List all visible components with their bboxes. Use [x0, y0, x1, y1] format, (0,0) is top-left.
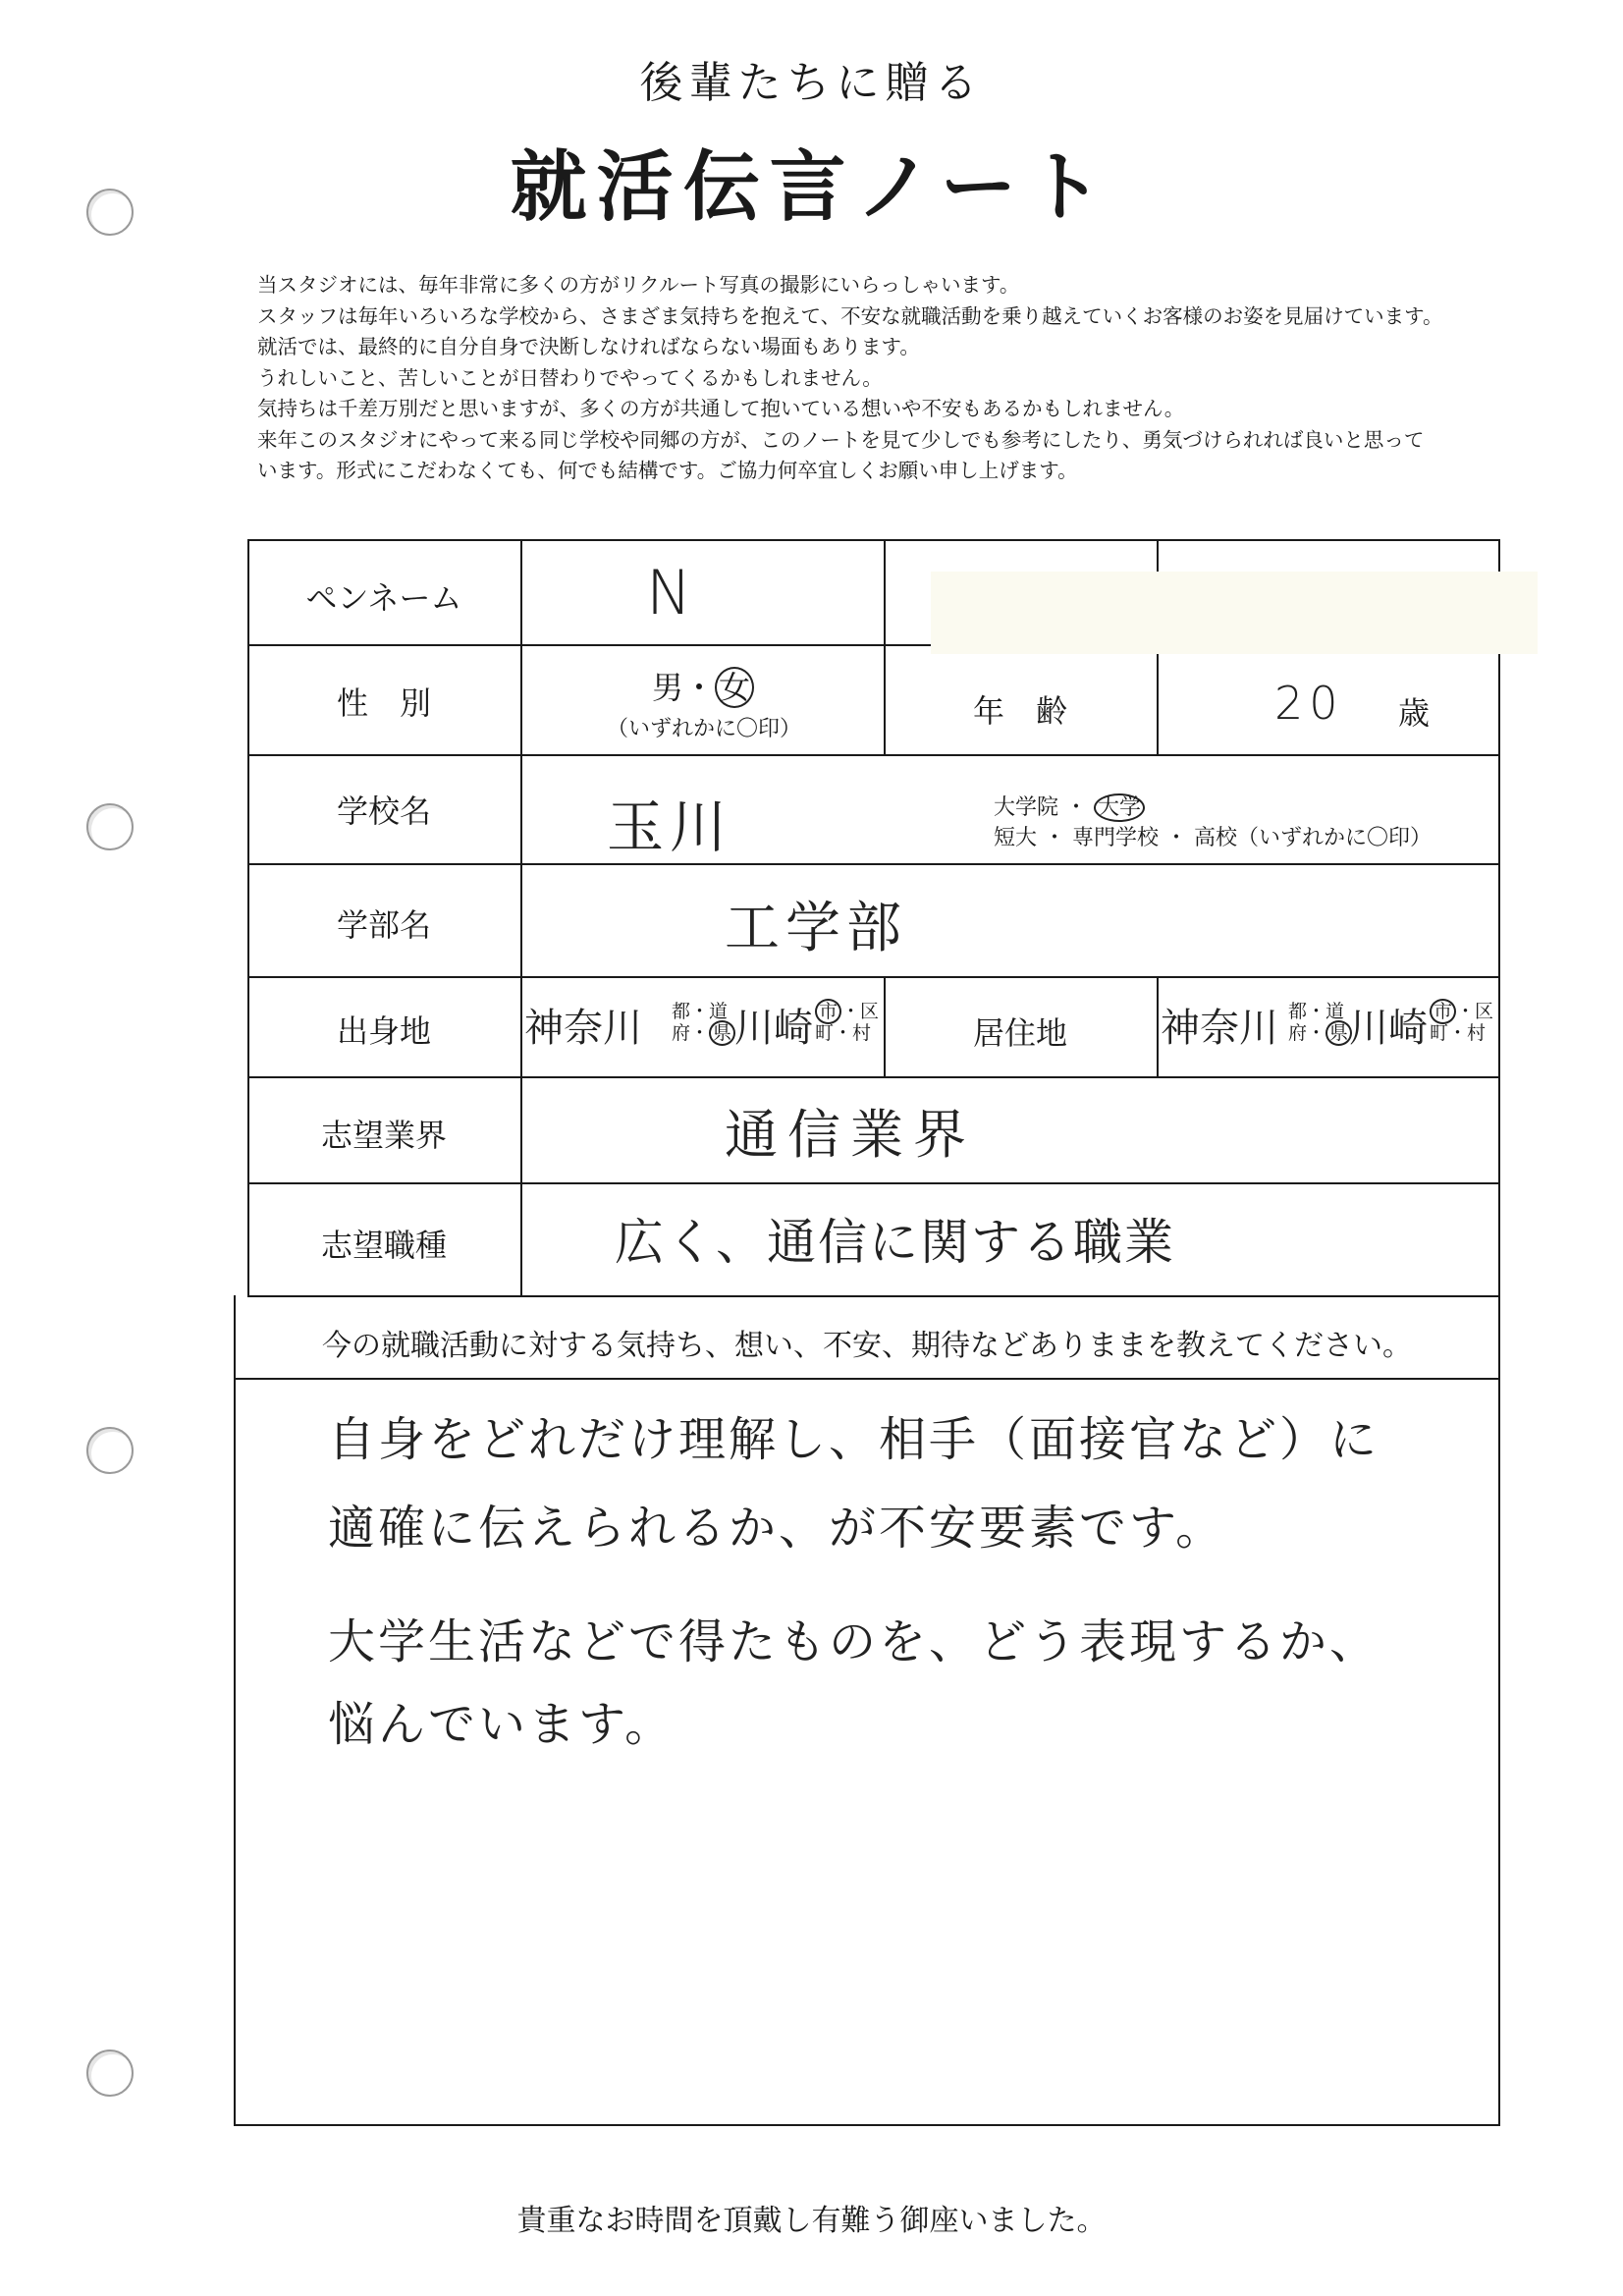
form-border-left-lower	[234, 1295, 236, 2126]
gender-separator: ・	[682, 669, 715, 706]
intro-line: 来年このスタジオにやって来る同じ学校や同郷の方が、このノートを見て少しでも参考にしたり、勇気づけられれば良いと思って	[257, 427, 1425, 452]
intro-line: 当スタジオには、毎年非常に多くの方がリクルート写真の撮影にいらっしゃいます。	[257, 273, 1020, 297]
penname-label: ペンネーム	[305, 579, 462, 617]
page-subtitle: 後輩たちに贈る	[639, 58, 984, 108]
faculty-value: 工学部	[725, 897, 907, 960]
intro-line: います。形式にこだわなくても、何でも結構です。ご協力何卒宜しくお願い申し上げます。	[257, 459, 1078, 482]
row-divider	[247, 1076, 1500, 1078]
prefecture-kind-selected: 県	[709, 1020, 735, 1046]
intro-line: うれしいこと、苦しいことが日替わりでやってくるかもしれません。	[257, 365, 883, 390]
row-divider	[247, 1295, 1500, 1297]
school-value: 玉川	[607, 793, 733, 860]
intro-line: 就活では、最終的に自分自身で決断しなければならない場面もあります。	[257, 335, 920, 358]
residence-city: 川崎	[1349, 1006, 1428, 1051]
hometown-prefecture-kind: 都・道 府・ 県	[672, 1001, 735, 1044]
school-label: 学校名	[336, 793, 431, 830]
city-kind-selected: 市	[1430, 999, 1456, 1024]
school-type-selected: 大学	[1094, 793, 1145, 822]
gender-female-circled: 女	[715, 667, 754, 708]
age-value: 20	[1274, 677, 1344, 730]
gender-note: （いずれかに〇印）	[607, 717, 802, 741]
label-column-divider	[520, 539, 522, 1295]
prefecture-kind-selected: 県	[1325, 1020, 1352, 1046]
row-divider	[247, 754, 1500, 756]
row-divider	[247, 863, 1500, 865]
message-form	[234, 539, 1500, 2126]
gender-label: 性 別	[336, 684, 431, 722]
page-title: 就活伝言ノート	[510, 143, 1113, 232]
intro-line: 気持ちは千差万別だと思いますが、多くの方が共通して抱いている想いや不安もあるかもしれません。	[257, 397, 1185, 420]
industry-value: 通信業界	[725, 1104, 976, 1166]
hometown-city: 川崎	[734, 1006, 813, 1051]
answer-line: 大学生活などで得たものを、どう表現するか、	[328, 1614, 1380, 1669]
city-kind-selected: 市	[815, 999, 841, 1024]
question-prompt: 今の就職活動に対する気持ち、想い、不安、期待などありままを教えてください。	[322, 1329, 1412, 1363]
answer-line: 適確に伝えられるか、が不安要素です。	[328, 1501, 1226, 1556]
binder-hole-lower	[86, 1427, 134, 1474]
footer-thanks: 貴重なお時間を頂戴し有難う御座いました。	[516, 2204, 1107, 2238]
hometown-prefecture: 神奈川	[524, 1006, 642, 1051]
row-divider	[247, 1182, 1500, 1184]
age-unit: 歳	[1398, 694, 1431, 732]
industry-label: 志望業界	[320, 1117, 447, 1154]
redacted-area	[931, 572, 1538, 654]
residence-prefecture-kind: 都・道 府・ 県	[1288, 1001, 1352, 1044]
job-label: 志望職種	[320, 1227, 447, 1264]
school-type-line2: 短大 ・ 専門学校 ・ 高校（いずれかに〇印）	[994, 826, 1432, 850]
form-border-bottom	[234, 2124, 1500, 2126]
gender-options	[522, 663, 884, 708]
job-value: 広く、通信に関する職業	[615, 1214, 1175, 1271]
faculty-label: 学部名	[336, 906, 431, 944]
residence-city-kind: 市 ・区 町・村	[1430, 1001, 1494, 1044]
hometown-label: 出身地	[336, 1012, 431, 1050]
gender-male: 男	[651, 669, 683, 706]
school-type-line1: 大学院 ・ 大学	[994, 791, 1145, 821]
answer-line: 自身をどれだけ理解し、相手（面接官など）に	[328, 1412, 1380, 1467]
residence-prefecture: 神奈川	[1161, 1006, 1278, 1051]
answer-line: 悩んでいます。	[328, 1697, 676, 1752]
row-divider	[234, 1378, 1500, 1380]
column-divider	[1157, 976, 1159, 1076]
intro-text	[257, 270, 1593, 487]
residence-label: 居住地	[972, 1014, 1067, 1052]
form-border-top	[247, 539, 1500, 541]
intro-line: スタッフは毎年いろいろな学校から、さまざま気持ちを抱えて、不安な就職活動を乗り越えていくお客様のお姿を見届けています。	[257, 303, 1443, 328]
hometown-city-kind: 市 ・区 町・村	[815, 1001, 880, 1044]
age-label: 年 齢	[972, 692, 1067, 730]
row-divider	[247, 976, 1500, 978]
binder-hole-middle	[86, 803, 134, 850]
penname-value: N	[646, 557, 698, 629]
binder-hole-bottom	[86, 2050, 134, 2097]
